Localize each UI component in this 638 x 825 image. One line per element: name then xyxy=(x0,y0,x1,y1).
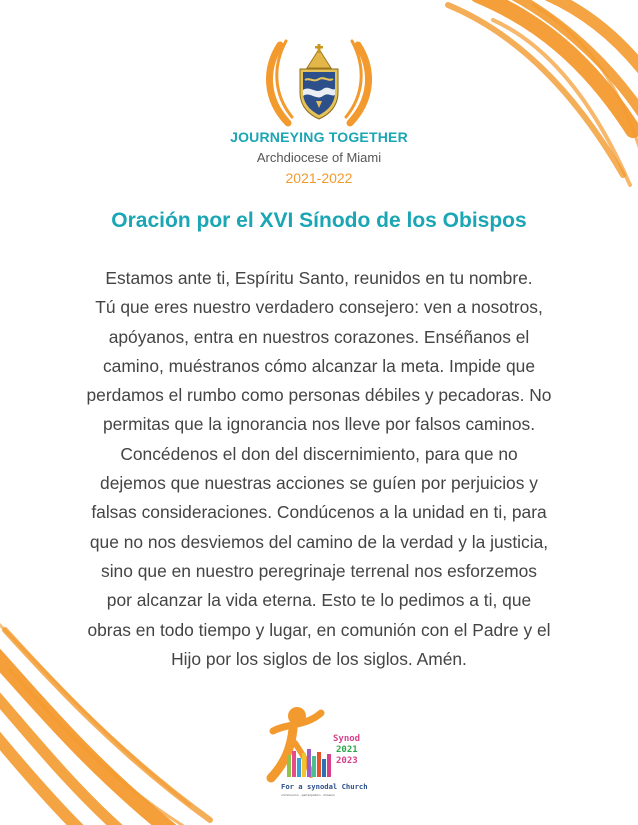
prayer-line: permitas que la ignorancia nos lleve por falsos caminos. xyxy=(102,414,536,435)
prayer-line: dejemos que nuestras acciones se guíen por perjuicios y xyxy=(100,473,538,494)
prayer-line: camino, muéstranos cómo alcanzar la meta. Impide que xyxy=(102,355,536,376)
prayer-line: obras en todo tiempo y lugar, en comunión con el Padre y el xyxy=(87,619,551,640)
prayer-line: perdamos el rumbo como personas débiles y pecadoras. No xyxy=(86,385,552,406)
prayer-line: Tú que eres nuestro verdadero consejero: ven a nosotros, xyxy=(95,297,543,318)
prayer-body xyxy=(72,264,566,674)
synod-tagline: For a synodal Church xyxy=(281,782,368,791)
organization-name: Archdiocese of Miami xyxy=(256,150,382,165)
prayer-line: Estamos ante ti, Espíritu Santo, reunidos en tu nombre. xyxy=(105,268,533,288)
synod-logo xyxy=(263,703,381,800)
header-years: 2021-2022 xyxy=(285,170,353,186)
prayer-line: que no nos desviemos del camino de la verdad y la justicia, xyxy=(89,531,549,552)
archdiocese-coat-of-arms-logo xyxy=(258,35,380,127)
prayer-line: sino que en nuestro peregrinaje terrenal nos esforzemos xyxy=(101,560,537,581)
synod-year-start: 2021 xyxy=(336,745,358,755)
prayer-line: falsas consideraciones. Condúcenos a la unidad en ti, para xyxy=(91,502,547,523)
prayer-line: apóyanos, entra en nuestros corazones. Enséñanos el xyxy=(108,326,530,347)
prayer-title: Oración por el XVI Sínodo de los Obispos xyxy=(111,209,527,232)
prayer-line: por alcanzar la vida eterna. Esto te lo pedimos a ti, que xyxy=(106,590,532,611)
synod-crowd xyxy=(287,749,331,777)
synod-subtagline: communion · participation · mission xyxy=(281,793,335,797)
synod-word: Synod xyxy=(333,734,361,744)
prayer-line: Concédenos el don del discernimiento, para que no xyxy=(120,443,518,464)
header-heading: JOURNEYING TOGETHER xyxy=(230,129,408,145)
prayer-line: Hijo por los siglos de los siglos. Amén. xyxy=(171,648,467,669)
synod-year-end: 2023 xyxy=(336,756,358,766)
